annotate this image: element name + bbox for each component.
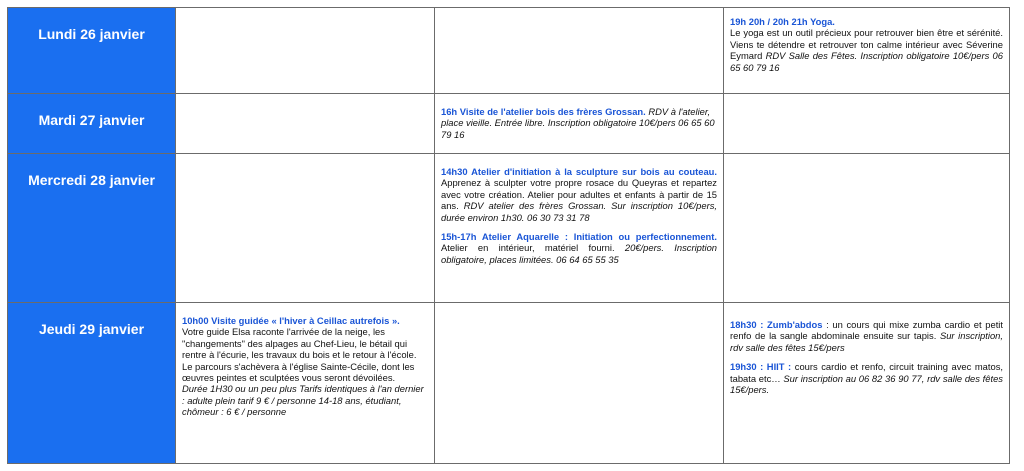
event-details: Sur inscription, rdv salle des fêtes 15€/pers (730, 330, 1003, 353)
event-title: 10h00 Visite guidée « l'hiver à Ceillac autrefois ». (182, 315, 400, 326)
event-description: Atelier en intérieur, matériel fourni. (441, 242, 615, 254)
event-cell (724, 8, 1009, 93)
event-details: RDV à l'atelier, place vieille. Entrée libre. Inscription obligatoire 10€/pers 06 65 60 79 16 (441, 106, 715, 140)
event-title: 14h30 Atelier d'initiation à la sculpture sur bois au couteau. (441, 166, 717, 177)
event-description: : un cours qui mixe zumba cardio et petit renfo de la sangle abdominale ensuite sur tapis. (730, 319, 1003, 342)
event-details: RDV atelier des frères Grossan. Sur inscription 10€/pers, durée environ 1h30. 06 30 73 31 78 (441, 200, 717, 223)
event-cell (176, 94, 435, 153)
event-cell (435, 303, 724, 463)
day-label: Mardi 27 janvier (8, 94, 176, 153)
event-title: 19h30 : HIIT : (730, 361, 792, 373)
event-cell (724, 94, 1009, 153)
event-details: RDV Salle des Fêtes. Inscription obligatoire 10€/pers 06 65 60 79 16 (730, 50, 1003, 73)
event-description: Le yoga est un outil précieux pour retrouver bien être et sérénité. Viens te détendre et retrouver ton calme intérieur avec Séverine Eymard (730, 27, 1003, 62)
event-cell (724, 303, 1009, 463)
day-label: Jeudi 29 janvier (8, 303, 176, 463)
event-description: Votre guide Elsa raconte l'arrivée de la neige, les "changements" des alpages au Chef-Lieu, le bétail qui rentre à l'écurie, les travaux du bois et le retour à l'école. Le parcours s'achèvera à l'église Sainte-Cécile, dont les œuvres peintes et sculptées vous seront dévoilées. (182, 326, 417, 384)
table-row (8, 94, 1009, 154)
event-title: 18h30 : Zumb'abdos (730, 319, 823, 330)
event-title: 16h Visite de l'atelier bois des frères Grossan. (441, 106, 646, 117)
event-title: 15h-17h Atelier Aquarelle : Initiation ou perfectionnement. (441, 231, 717, 243)
schedule-table (7, 7, 1010, 464)
event-cell (435, 8, 724, 93)
table-row (8, 154, 1009, 303)
event-description: Apprenez à sculpter votre propre rosace du Queyras et repartez avec votre création. Atelier pour adultes et enfants à partir de 15 ans. (441, 177, 717, 212)
event-cell (176, 303, 435, 463)
table-row (8, 8, 1009, 94)
event-cell (176, 8, 435, 93)
day-label: Lundi 26 janvier (8, 8, 176, 93)
event-cell (176, 154, 435, 302)
event-title: 19h 20h / 20h 21h Yoga. (730, 16, 835, 27)
event-details: 20€/pers. Inscription obligatoire, places limitées. 06 64 65 55 35 (441, 242, 718, 265)
event-cell (435, 94, 724, 153)
day-label: Mercredi 28 janvier (8, 154, 176, 302)
event-details: Sur inscription au 06 82 36 90 77, rdv salle des fêtes 15€/pers. (730, 372, 1003, 396)
event-description: cours cardio et renfo, circuit training avec matos, tabata etc… (730, 361, 1004, 384)
event-cell (724, 154, 1009, 302)
event-cell (435, 154, 724, 302)
event-details: Durée 1H30 ou un peu plus Tarifs identiques à l'an dernier : adulte plein tarif 9 € / personne 14-18 ans, étudiant, chômeur : 6 € / personne (182, 383, 424, 418)
table-row (8, 303, 1009, 463)
